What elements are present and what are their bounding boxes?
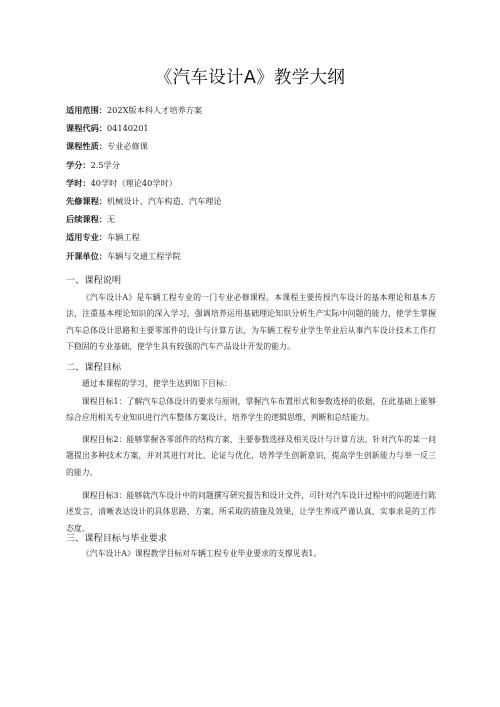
- meta-row-credits: [66, 156, 446, 174]
- meta-key: 学时：: [66, 177, 91, 188]
- section-heading-course-objectives: 二、课程目标: [66, 362, 122, 373]
- meta-value: 机械设计、汽车构造、汽车理论: [106, 195, 222, 206]
- meta-key: 学分：: [66, 159, 91, 170]
- meta-row-prerequisites: [66, 192, 446, 210]
- section-heading-course-description: 一、课程说明: [66, 275, 122, 286]
- meta-key: 后续课程：: [66, 214, 107, 225]
- meta-value: 无: [106, 214, 116, 225]
- paragraph-objective-2: 课程目标2：能够掌握各零部件的结构方案、主要参数选择及相关设计与计算方法，针对汽车的某一问题提出多种技术方案，并对其进行对比、论证与优化，培养学生创新意识，提高学生创新能力与举一反三的能力。: [66, 435, 436, 477]
- section-heading-objectives-requirements: 三、课程目标与毕业要求: [66, 533, 168, 544]
- meta-row-hours: [66, 174, 446, 192]
- meta-row-followups: [66, 210, 446, 228]
- meta-value: 202X版本科人才培养方案: [106, 105, 203, 115]
- meta-key: 先修课程：: [66, 195, 107, 206]
- meta-row-nature: [66, 137, 446, 155]
- paragraph-objective-1: 课程目标1：了解汽车总体设计的要求与原则，掌握汽车布置形式和参数选择的依据，在此基础上能够综合应用相关专业知识进行汽车整体方案设计，培养学生的逻辑思维、判断和总结能力。: [66, 397, 436, 423]
- meta-row-code: [66, 119, 446, 137]
- meta-value: 车辆与交通工程学院: [106, 250, 181, 261]
- meta-value: 40学时（理论40学时）: [90, 177, 177, 188]
- paragraph-support-table-ref: 《汽车设计A》课程教学目标对车辆工程专业毕业要求的支撑见表1。: [81, 549, 322, 558]
- meta-row-department: [66, 247, 446, 265]
- meta-row-major: [66, 228, 446, 246]
- meta-value: 专业必修课: [106, 141, 148, 152]
- document-title: 《汽车设计A》教学大纲: [154, 68, 346, 88]
- meta-value: 2.5学分: [90, 159, 120, 170]
- meta-key: 课程性质：: [66, 141, 107, 152]
- paragraph-course-description: 《汽车设计A》是车辆工程专业的一门专业必修课程。本课程主要传授汽车设计的基本理论和基本方法，注重基本理论知识的深入学习，强调培养运用基础理论知识分析生产实际中问题的能力，使学生掌握汽车总体设计思路和主要零部件的设计与计算方法，为车辆工程专业学生毕业后从事汽车设计技术工作打下稳固的专业基础，使学生具有较强的汽车产品设计开发的能力。: [66, 293, 436, 352]
- meta-key: 适用专业：: [66, 232, 107, 243]
- meta-row-scope: [66, 101, 446, 119]
- paragraph-objectives-intro: 通过本课程的学习，使学生达到如下目标：: [81, 379, 232, 388]
- course-info-block: [66, 101, 446, 265]
- meta-key: 课程代码：: [66, 123, 107, 134]
- meta-key: 适用范围：: [66, 105, 107, 115]
- meta-value: 车辆工程: [106, 232, 140, 243]
- meta-key: 开课单位：: [66, 250, 107, 261]
- meta-value: 04140201: [106, 123, 149, 134]
- paragraph-objective-3: 课程目标3：能够就汽车设计中的问题撰写研究报告和设计文件，可针对汽车设计过程中的问题进行陈述发言，清晰表达设计的具体思路、方案、所采取的措施及效果，让学生养成严谨认真、实事求是的工作态度。: [66, 491, 436, 533]
